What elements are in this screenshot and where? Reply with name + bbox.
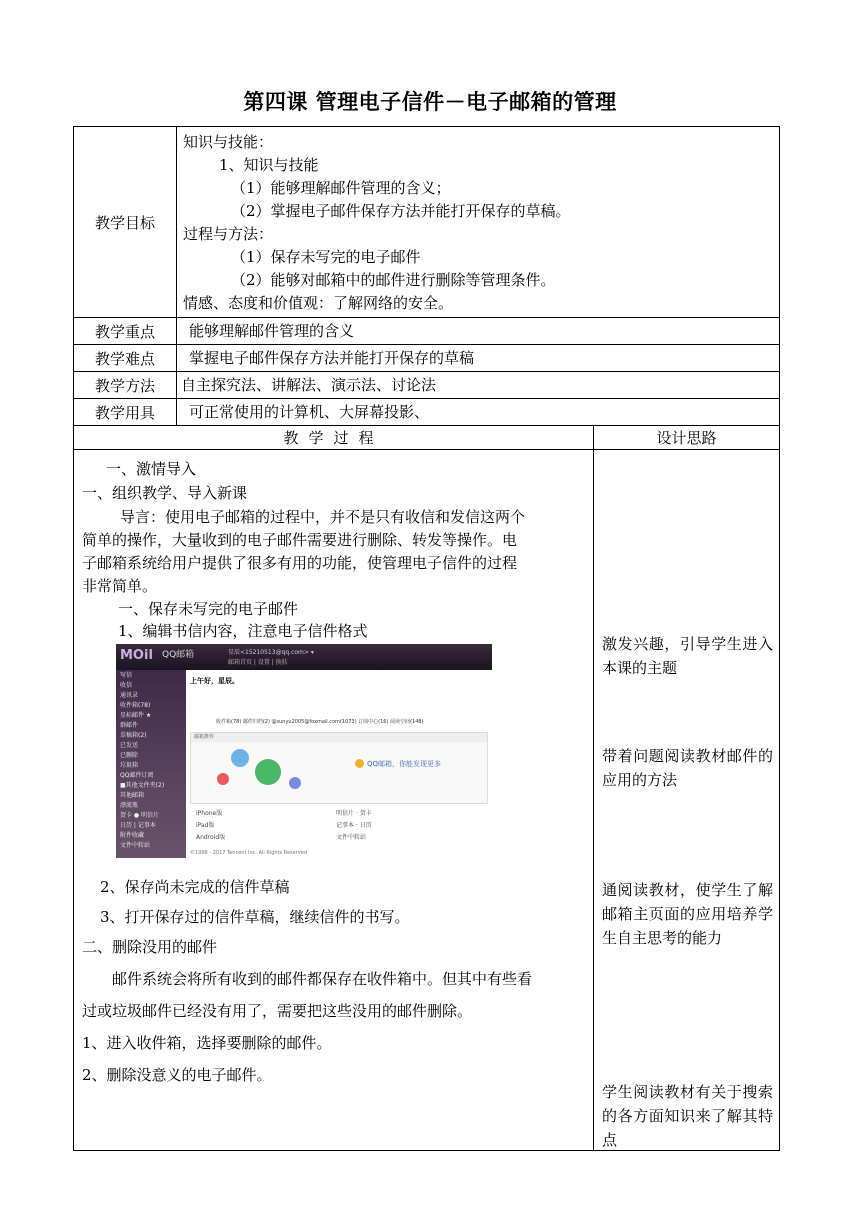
link-icon <box>289 777 301 789</box>
mail-sidebar-item: 写信 <box>120 672 133 679</box>
tools-value <box>177 399 780 426</box>
mail-brand: QQ邮箱 <box>162 650 195 660</box>
mail-sidebar-item: 星标邮件 ★ <box>120 712 152 719</box>
mail-content <box>186 670 492 858</box>
objectives-label: 教学目标 <box>74 127 177 318</box>
process-line: 2、保存尚未完成的信件草稿 <box>100 878 290 896</box>
mail-sidebar-item: 已删除 <box>120 752 139 759</box>
link-iphone: iPhone版 <box>196 810 223 817</box>
bird-icon <box>231 749 249 767</box>
mail-sidebar-item: 其他邮箱 <box>120 792 145 799</box>
mail-footer: ©1998 - 2017 Tencent Inc. All Rights Reserved <box>190 850 308 856</box>
banner-title: 邮箱推荐 <box>191 733 487 742</box>
objective-line: 知识与技能： <box>183 133 274 151</box>
design-note: 通阅读教材，使学生了解邮箱主页面的应用培养学生自主思考的能力 <box>602 881 774 947</box>
process-line: 2、删除没意义的电子邮件。 <box>82 1066 272 1084</box>
mail-sidebar-item: 草稿箱(2) <box>120 732 147 739</box>
difficulty-text: 掌握电子邮件保存方法并能打开保存的草稿 <box>189 349 475 367</box>
mail-sidebar <box>116 670 186 858</box>
process-line: 导言：使用电子邮箱的过程中，并不是只有收信和发信这两个 <box>120 508 526 526</box>
method-text: 自主探究法、讲解法、演示法、讨论法 <box>181 376 437 394</box>
design-note: 带着问题阅读教材邮件的应用的方法 <box>602 747 774 789</box>
tools-text: 可正常使用的计算机、大屏幕投影、 <box>189 403 430 421</box>
method-label: 教学方法 <box>74 372 177 399</box>
key-point-label: 教学重点 <box>74 318 177 345</box>
lesson-table <box>73 126 780 1151</box>
mail-sidebar-item: 通讯录 <box>120 692 139 699</box>
process-line: 3、打开保存过的信件草稿，继续信件的书写。 <box>100 908 410 926</box>
mail-nav: 邮箱首页 | 设置 | 换肤 <box>228 659 288 666</box>
process-line: 1、编辑书信内容，注意电子信件格式 <box>118 622 368 640</box>
mail-banner <box>190 732 488 804</box>
objective-line: （2）能够对邮箱中的邮件进行删除等管理条件。 <box>231 271 556 289</box>
mail-sidebar-item: QQ邮件订阅 <box>120 772 154 779</box>
page-title: 第四课 管理电子信件－电子邮箱的管理 <box>243 90 617 114</box>
tools-label: 教学用具 <box>74 399 177 426</box>
process-line: 过或垃圾邮件已经没有用了，需要把这些没用的邮件删除。 <box>82 1002 473 1020</box>
process-cell <box>74 450 594 1151</box>
process-line: 1、进入收件箱，选择要删除的邮件。 <box>82 1034 332 1052</box>
process-line: 邮件系统会将所有收到的邮件都保存在收件箱中。但其中有些看 <box>112 970 533 988</box>
process-line: 子邮箱系统给用户提供了很多有用的功能，使管理电子信件的过程 <box>82 554 518 572</box>
process-line: 二、删除没用的邮件 <box>82 938 218 956</box>
process-line: 非常简单。 <box>82 577 158 595</box>
mail-account: 星辰<15210513@qq.com> ▾ <box>228 649 314 656</box>
design-cell <box>594 450 780 1151</box>
badge-icon <box>217 773 229 785</box>
key-point-value <box>177 318 780 345</box>
mail-sidebar-item: ■其他文件夹(2) <box>120 782 165 789</box>
mail-sidebar-item: 文件中转站 <box>120 842 151 849</box>
objective-line: （1）保存未写完的电子邮件 <box>231 248 421 266</box>
objective-line: 1、知识与技能 <box>219 156 319 174</box>
process-line: 简单的操作，大量收到的电子邮件需要进行删除、转发等操作。电 <box>82 531 518 549</box>
objective-line: 过程与方法： <box>183 225 274 243</box>
process-line: 一、激情导入 <box>106 460 197 478</box>
mail-sidebar-item: 已发送 <box>120 742 139 749</box>
objective-line: （2）掌握电子邮件保存方法并能打开保存的草稿。 <box>231 202 571 220</box>
link-filetransfer: 文件中转站 <box>336 834 367 841</box>
mail-sidebar-item: 日历 | 记事本 <box>120 822 156 829</box>
key-point-text: 能够理解邮件管理的含义 <box>189 322 355 340</box>
objective-line: 情感、态度和价值观：了解网络的安全。 <box>183 294 454 312</box>
banner-promo: QQ邮箱，你能发现更多 <box>367 760 442 768</box>
objectives-cell <box>177 127 780 318</box>
mail-sidebar-item: 收信 <box>120 682 133 689</box>
mail-sidebar-item: 垃圾箱 <box>120 762 139 769</box>
process-line: 一、保存未写完的电子邮件 <box>118 600 299 618</box>
mail-topbar <box>116 644 492 670</box>
mail-sidebar-item: 贺卡 ● 明信片 <box>120 812 160 819</box>
link-android: Android版 <box>196 834 226 841</box>
design-note: 学生阅读教材有关于搜索的各方面知识来了解其特点 <box>602 1083 774 1149</box>
contact-icon <box>255 759 281 785</box>
mail-icon <box>355 759 364 768</box>
design-note: 激发兴趣，引导学生进入本课的主题 <box>602 635 774 677</box>
mail-sidebar-item: 收件箱(78) <box>120 702 151 709</box>
process-header: 教学过程 <box>74 426 594 450</box>
design-header: 设计思路 <box>594 426 780 450</box>
mail-sidebar-item: 附件收藏 <box>120 832 145 839</box>
mail-sidebar-item: 漂流瓶 <box>120 802 139 809</box>
process-line: 一、组织教学、导入新课 <box>82 484 248 502</box>
link-notebook: 记事本 · 日历 <box>336 822 372 829</box>
mail-sidebar-item: 群邮件 <box>120 722 139 729</box>
link-ipad: iPad版 <box>196 822 215 829</box>
method-value <box>177 372 780 399</box>
difficulty-label: 教学难点 <box>74 345 177 372</box>
qq-mail-screenshot <box>116 644 492 858</box>
difficulty-value <box>177 345 780 372</box>
mail-counts: 收件箱(78) 邮件归档(2) @sunyu2005@foxmail.com(1073) 订阅中心(16) 阅读空间(148) <box>216 719 424 725</box>
mail-greeting: 上午好，星辰。 <box>190 677 239 685</box>
mail-logo: MOil <box>120 648 153 663</box>
link-postcard: 明信片 · 贺卡 <box>336 810 372 817</box>
objective-line: （1）能够理解邮件管理的含义； <box>231 179 451 197</box>
